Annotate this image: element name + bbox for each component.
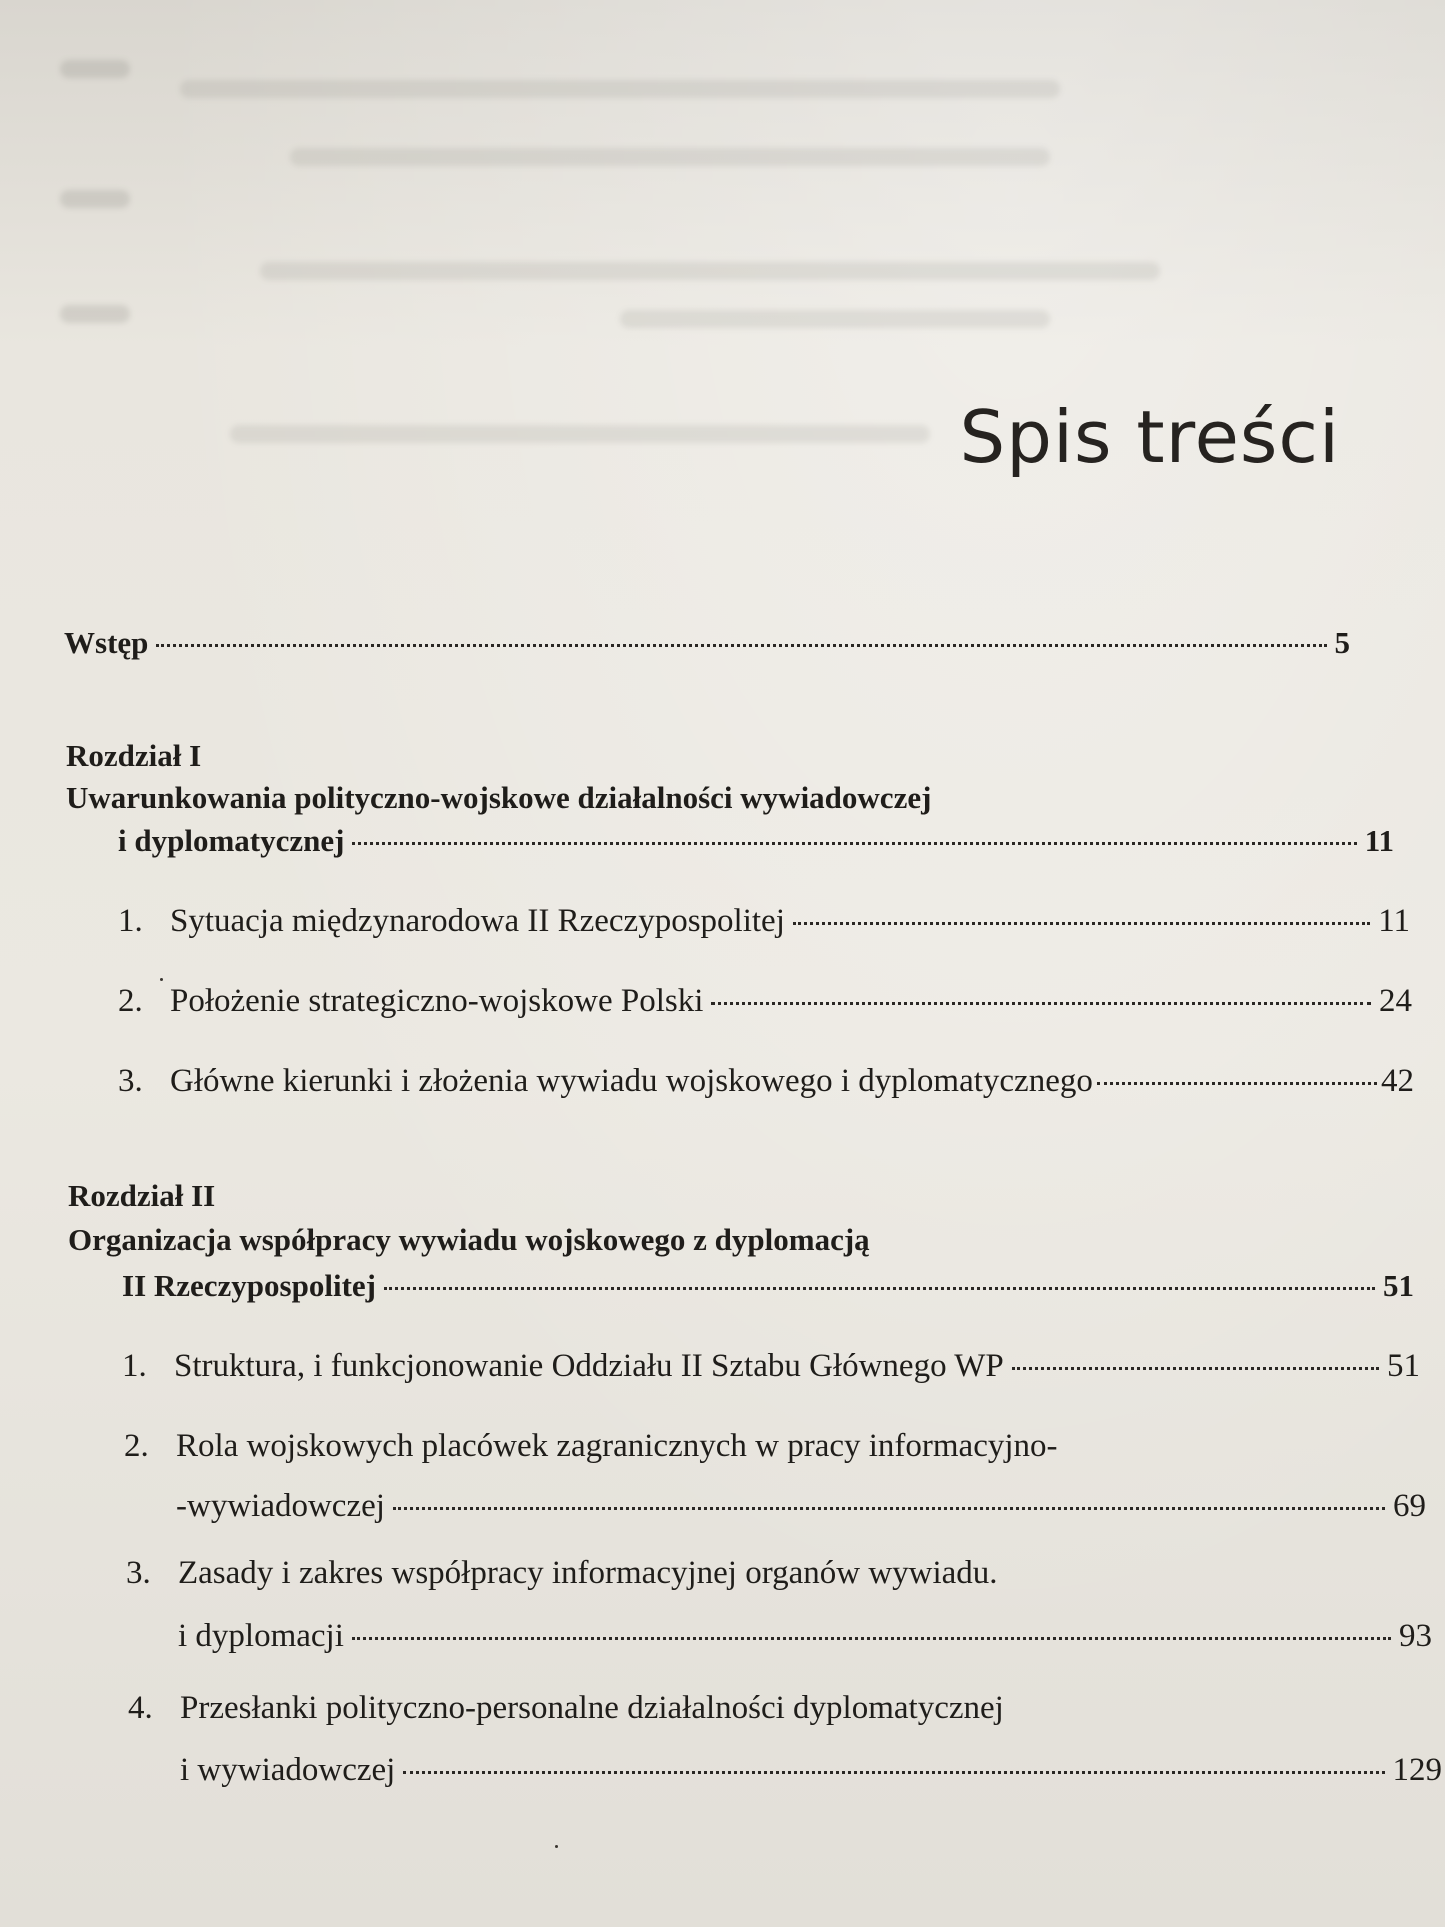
section-title-cont: i wywiadowczej xyxy=(180,1752,396,1788)
toc-entry-section xyxy=(118,1063,1414,1100)
toc-entry-section xyxy=(118,983,1412,1020)
dot-leader xyxy=(352,1637,1391,1640)
toc-entry-section-line2 xyxy=(176,1488,1426,1525)
toc-entry-section-line1 xyxy=(128,1690,1004,1727)
toc-page-number: 11 xyxy=(1378,903,1410,939)
chapter-title: Uwarunkowania polityczno-wojskowe działalności wywiadowczej xyxy=(66,780,932,815)
toc-entry-section xyxy=(122,1348,1420,1385)
toc-page-number: 42 xyxy=(1381,1063,1414,1099)
dot-leader xyxy=(793,922,1370,925)
toc-page-number: 51 xyxy=(1383,1268,1414,1303)
toc-entry-section-line1 xyxy=(126,1555,998,1592)
chapter-label: Rozdział I xyxy=(66,738,202,773)
chapter-title-cont: i dyplomatycznej xyxy=(118,823,345,858)
toc-entry-section xyxy=(118,903,1410,940)
toc-entry-chapter xyxy=(118,823,1394,859)
section-title: Główne kierunki i złożenia wywiadu wojskowego i dyplomatycznego xyxy=(170,1063,1093,1099)
chapter-title-cont: II Rzeczypospolitej xyxy=(122,1268,376,1303)
chapter-title: Organizacja współpracy wywiadu wojskowego z dyplomacją xyxy=(68,1222,870,1257)
section-title: Sytuacja międzynarodowa II Rzeczypospolitej xyxy=(170,903,785,939)
toc-page-number: 11 xyxy=(1364,823,1394,858)
dot-leader xyxy=(352,842,1356,845)
dot-leader xyxy=(403,1771,1384,1774)
section-title: Struktura, i funkcjonowanie Oddziału II Sztabu Głównego WP xyxy=(174,1348,1004,1384)
section-number: 1. xyxy=(118,903,143,939)
section-number: 4. xyxy=(128,1690,153,1726)
toc-entry-section-line1 xyxy=(124,1428,1058,1465)
dot-leader xyxy=(156,644,1326,647)
toc-page-number: 5 xyxy=(1334,625,1350,660)
dot-leader xyxy=(711,1002,1371,1005)
section-title-cont: -wywiadowczej xyxy=(176,1488,385,1524)
toc-page-number: 93 xyxy=(1399,1618,1432,1654)
dot-leader xyxy=(393,1507,1385,1510)
toc-page-number: 129 xyxy=(1392,1752,1442,1788)
section-title: Położenie strategiczno-wojskowe Polski xyxy=(170,983,704,1019)
paper-speck xyxy=(160,978,163,981)
toc-entry-intro xyxy=(64,625,1350,661)
toc-page-number: 51 xyxy=(1387,1348,1420,1384)
toc-entry-chapter xyxy=(122,1268,1414,1304)
toc-page-number: 24 xyxy=(1379,983,1412,1019)
toc-page-number: 69 xyxy=(1393,1488,1426,1524)
dot-leader xyxy=(384,1287,1375,1290)
section-number: 3. xyxy=(118,1063,143,1099)
toc-entry-label: Wstęp xyxy=(64,625,149,660)
section-title: Zasady i zakres współpracy informacyjnej organów wywiadu. xyxy=(178,1555,998,1591)
section-title-cont: i dyplomacji xyxy=(178,1618,344,1654)
dot-leader xyxy=(1097,1082,1377,1085)
section-number: 1. xyxy=(122,1348,147,1384)
chapter-label: Rozdział II xyxy=(68,1178,216,1213)
paper-speck xyxy=(555,1845,558,1848)
dot-leader xyxy=(1012,1367,1379,1370)
section-number: 2. xyxy=(118,983,143,1019)
section-title: Rola wojskowych placówek zagranicznych w pracy informacyjno- xyxy=(176,1428,1058,1464)
section-number: 3. xyxy=(126,1555,151,1591)
section-title: Przesłanki polityczno-personalne działalności dyplomatycznej xyxy=(180,1690,1004,1726)
toc-entry-section-line2 xyxy=(178,1618,1432,1655)
section-number: 2. xyxy=(124,1428,149,1464)
toc-entry-section-line2 xyxy=(180,1752,1442,1789)
page-title: Spis treści xyxy=(959,395,1340,479)
